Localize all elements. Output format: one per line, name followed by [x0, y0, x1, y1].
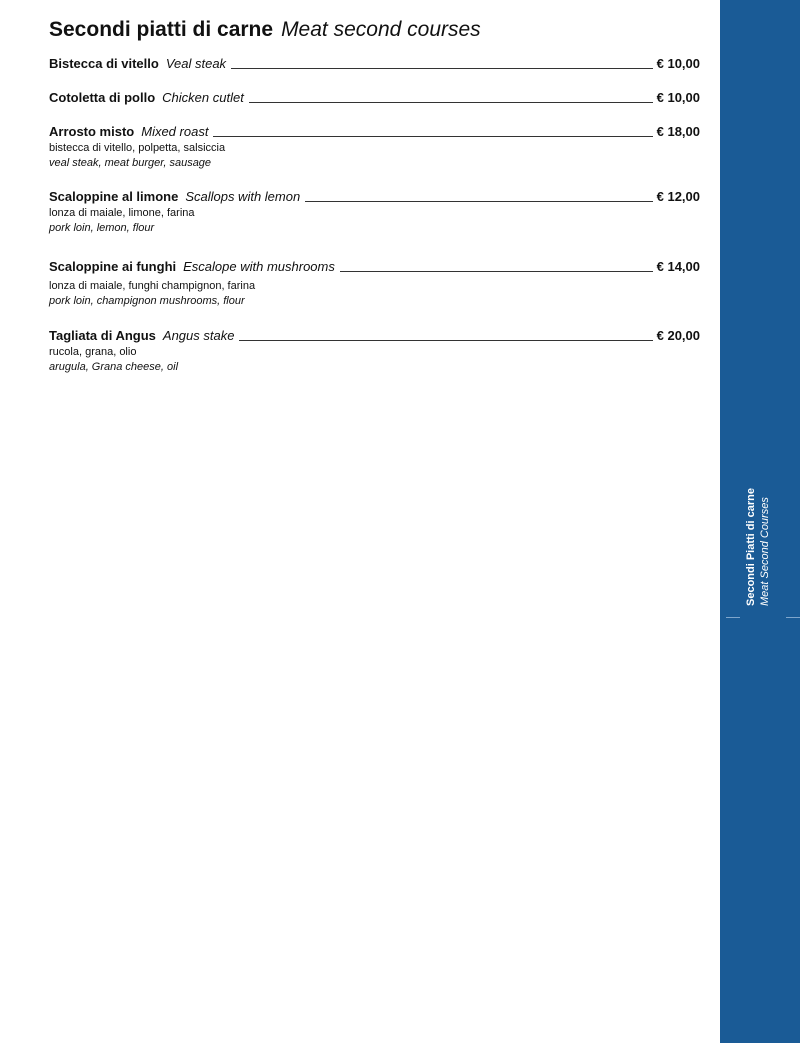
- dish-name-english: Escalope with mushrooms: [183, 259, 335, 274]
- dotted-leader: [305, 201, 652, 202]
- menu-item: [49, 89, 700, 107]
- side-tab-label: [744, 436, 772, 606]
- dish-price: € 10,00: [656, 56, 700, 71]
- side-tab-divider: [726, 617, 740, 618]
- dish-name-italian: Cotoletta di pollo: [49, 90, 156, 105]
- dish-ingredients-italian: lonza di maiale, limone, farina: [49, 207, 195, 219]
- menu-item: [49, 258, 700, 309]
- dish-ingredients-english: arugula, Grana cheese, oil: [49, 361, 179, 373]
- menu-item: [49, 55, 700, 73]
- dish-price: € 18,00: [656, 124, 700, 139]
- dotted-leader: [340, 271, 653, 272]
- dotted-leader: [231, 68, 653, 69]
- dotted-leader: [239, 340, 652, 341]
- side-tab-divider: [786, 617, 800, 618]
- menu-item: [49, 188, 700, 236]
- dish-name-italian: Tagliata di Angus: [49, 328, 156, 343]
- dish-name-italian: Bistecca di vitello: [49, 56, 159, 71]
- side-tab-label-italian: Secondi Piatti di carne: [745, 488, 757, 606]
- dish-line: [49, 55, 700, 73]
- dish-line: [49, 123, 700, 141]
- page-title-english: Meat second courses: [281, 18, 481, 41]
- dish-name-italian: Scaloppine al limone: [49, 189, 179, 204]
- dish-ingredients-english: veal steak, meat burger, sausage: [49, 157, 212, 169]
- dish-price: € 14,00: [656, 259, 700, 274]
- dotted-leader: [213, 136, 652, 137]
- side-tab-label-english: Meat Second Courses: [759, 497, 771, 606]
- dish-line: [49, 89, 700, 107]
- dish-line: [49, 188, 700, 206]
- dish-name-english: Scallops with lemon: [185, 189, 301, 204]
- dish-name-italian: Scaloppine ai funghi: [49, 259, 177, 274]
- dish-ingredients-italian: lonza di maiale, funghi champignon, farina: [49, 280, 256, 292]
- page-title-italian: Secondi piatti di carne: [49, 18, 274, 41]
- menu-item: [49, 327, 700, 375]
- dotted-leader: [249, 102, 653, 103]
- dish-price: € 12,00: [656, 189, 700, 204]
- dish-name-english: Mixed roast: [141, 124, 209, 139]
- dish-line: [49, 258, 700, 276]
- dish-line: [49, 327, 700, 345]
- dish-name-italian: Arrosto misto: [49, 124, 135, 139]
- dish-ingredients-english: pork loin, champignon mushrooms, flour: [49, 295, 245, 307]
- dish-name-english: Angus stake: [162, 328, 235, 343]
- menu-item: [49, 123, 700, 171]
- dish-ingredients-italian: rucola, grana, olio: [49, 346, 137, 358]
- dish-name-english: Veal steak: [165, 56, 227, 71]
- dish-price: € 20,00: [656, 328, 700, 343]
- dish-price: € 10,00: [656, 90, 700, 105]
- dish-ingredients-italian: bistecca di vitello, polpetta, salsiccia: [49, 142, 226, 154]
- dish-ingredients-english: pork loin, lemon, flour: [49, 222, 155, 234]
- page-title: [49, 16, 481, 44]
- dish-name-english: Chicken cutlet: [162, 90, 244, 105]
